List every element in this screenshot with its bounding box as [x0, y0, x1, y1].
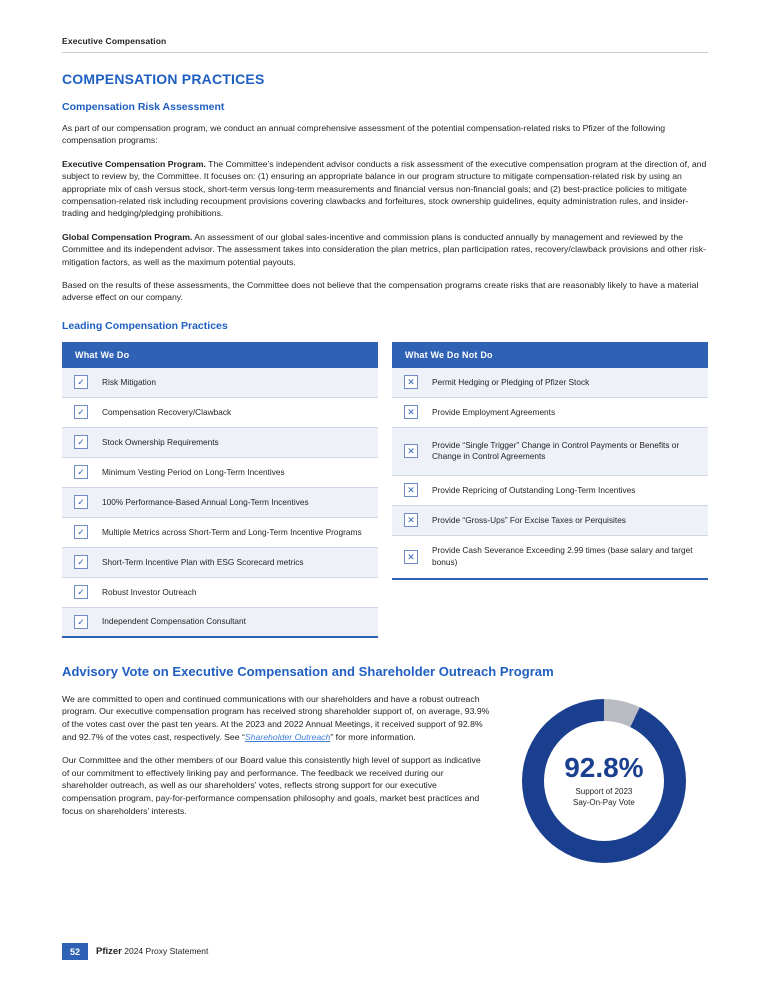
cross-icon: ✕: [404, 375, 418, 389]
table-row: [392, 398, 708, 428]
advisory-section-title: Advisory Vote on Executive Compensation and Shareholder Outreach Program: [62, 663, 554, 679]
table-row-label: Minimum Vesting Period on Long-Term Incentives: [102, 466, 285, 477]
advisory-paragraph-2: Our Committee and the other members of our Board value this consistently high level of support as indicative of our commitment to effectively linking pay and performance. The feedback we received during our shareholder outreach, as well as our shareholders’ votes, reflects strong support for our executive compensation program, pay-for-performance compensation philosophy and goals, market best practices and focus on shareholders’ interests.: [62, 755, 481, 816]
check-icon: ✓: [74, 435, 88, 449]
table-row: [392, 368, 708, 398]
table-row: [392, 506, 708, 536]
table-row-label: Robust Investor Outreach: [102, 586, 197, 597]
table-row: [62, 548, 378, 578]
donut-caption-line1: Support of 2023: [575, 787, 633, 797]
donut-caption-line2: Say-On-Pay Vote: [572, 797, 635, 807]
what-we-do-header: What We Do: [62, 342, 378, 368]
what-we-do-not-do-header: What We Do Not Do: [392, 342, 708, 368]
table-row: [392, 536, 708, 580]
table-row-label: Permit Hedging or Pledging of Pfizer Stock: [432, 376, 590, 387]
conclusion-paragraph: Based on the results of these assessments, the Committee does not believe that the compensation programs create risks that are reasonably likely to have a material adverse effect on our company.: [62, 280, 699, 303]
advisory-paragraph-1: [62, 693, 490, 743]
executive-program-paragraph: [62, 158, 708, 220]
table-row-label: Risk Mitigation: [102, 376, 156, 387]
cross-icon: ✕: [404, 483, 418, 497]
table-row: [62, 488, 378, 518]
footer-doc-title: 2024 Proxy Statement: [124, 946, 209, 956]
table-row: [62, 458, 378, 488]
table-row: [392, 476, 708, 506]
check-icon: ✓: [74, 615, 88, 629]
running-head: Executive Compensation: [62, 36, 167, 46]
executive-program-text: The Committee’s independent advisor conducts a risk assessment of the executive compensation program at the direction of, and subject to review by, the Committee. It focuses on: (1) ensuring an appropriate balance in our program structure to mitigate compensation-related risk by using an appropriate mix of cash versus stock, short-term versus long-term measurements and financial versus non-financial goals; and (2) best-practice policies to mitigate compensation-related risk including recoupment provisions covering clawbacks and forfeitures, stock ownership guidelines, equity administration rules, and insider-trading and hedging/pledging prohibitions.: [62, 158, 707, 219]
page-title: COMPENSATION PRACTICES: [62, 71, 265, 87]
cross-icon: ✕: [404, 550, 418, 564]
shareholder-outreach-link[interactable]: Shareholder Outreach: [244, 731, 331, 742]
table-row: [62, 428, 378, 458]
page-footer: [62, 943, 208, 960]
check-icon: ✓: [74, 555, 88, 569]
table-row-label: Compensation Recovery/Clawback: [102, 406, 232, 417]
footer-brand: Pfizer: [96, 946, 122, 957]
footer-text: [96, 946, 208, 957]
table-row-label: Provide “Single Trigger” Change in Control Payments or Benefits or Change in Control Agreements: [432, 439, 680, 462]
table-row: [62, 608, 378, 638]
check-icon: ✓: [74, 465, 88, 479]
table-row-label: 100% Performance-Based Annual Long-Term Incentives: [102, 496, 309, 507]
global-program-paragraph: [62, 231, 708, 268]
cross-icon: ✕: [404, 444, 418, 458]
advisory-text-column: [62, 693, 490, 828]
table-row: [392, 428, 708, 476]
table-row-label: Independent Compensation Consultant: [102, 616, 246, 627]
risk-assessment-heading: Compensation Risk Assessment: [62, 101, 225, 113]
donut-chart: [522, 699, 686, 863]
table-row-label: Short-Term Incentive Plan with ESG Scorecard metrics: [102, 556, 304, 567]
global-program-label: Global Compensation Program.: [62, 231, 193, 242]
leading-practices-heading: Leading Compensation Practices: [62, 319, 228, 332]
donut-center: [544, 721, 664, 841]
advisory-paragraph-1-part1: We are committed to open and continued communications with our shareholders and have a robust outreach program. Our executive compensation program has received strong shareholder support of, on average, 93.9% of the votes cast over the past ten years. At the 2023 and 2022 Annual Meetings, it received support of 92.8% and 92.7% of the votes cast, respectively. See “: [62, 693, 490, 742]
cross-icon: ✕: [404, 513, 418, 527]
page-number: 52: [62, 943, 88, 960]
advisory-paragraph-1-part2: ” for more information.: [330, 731, 416, 742]
donut-caption: [573, 787, 635, 808]
table-row: [62, 518, 378, 548]
check-icon: ✓: [74, 495, 88, 509]
header-divider: [62, 52, 708, 53]
table-row-label: Provide Employment Agreements: [432, 406, 556, 417]
table-row: [62, 578, 378, 608]
what-we-do-not-do-table: [392, 342, 708, 638]
cross-icon: ✕: [404, 405, 418, 419]
risk-intro-paragraph: As part of our compensation program, we conduct an annual comprehensive assessment of the potential compensation-related risks to Pfizer of the following compensation programs:: [62, 123, 666, 146]
practices-tables: [62, 342, 708, 638]
executive-program-label: Executive Compensation Program.: [62, 158, 206, 169]
check-icon: ✓: [74, 405, 88, 419]
table-row-label: Provide Cash Severance Exceeding 2.99 times (base salary and target bonus): [432, 545, 693, 567]
advisory-section: [62, 693, 708, 863]
table-row-label: Multiple Metrics across Short-Term and Long-Term Incentive Programs: [102, 526, 362, 537]
check-icon: ✓: [74, 585, 88, 599]
donut-value: 92.8%: [564, 752, 644, 784]
say-on-pay-chart: [500, 693, 708, 863]
table-row: [62, 398, 378, 428]
table-row-label: Provide “Gross-Ups” For Excise Taxes or Perquisites: [432, 514, 626, 525]
table-row: [62, 368, 378, 398]
table-row-label: Stock Ownership Requirements: [102, 436, 219, 447]
check-icon: ✓: [74, 525, 88, 539]
check-icon: ✓: [74, 375, 88, 389]
what-we-do-table: [62, 342, 378, 638]
table-row-label: Provide Repricing of Outstanding Long-Term Incentives: [432, 484, 636, 495]
global-program-text: An assessment of our global sales-incentive and commission plans is conducted annually by management and reviewed by the Committee and its independent advisor. The assessment takes into consideration the plan metrics, plan participation rates, recovery/clawback provisions and other risk-mitigation factors, as well as the maximum potential payouts.: [62, 231, 707, 267]
